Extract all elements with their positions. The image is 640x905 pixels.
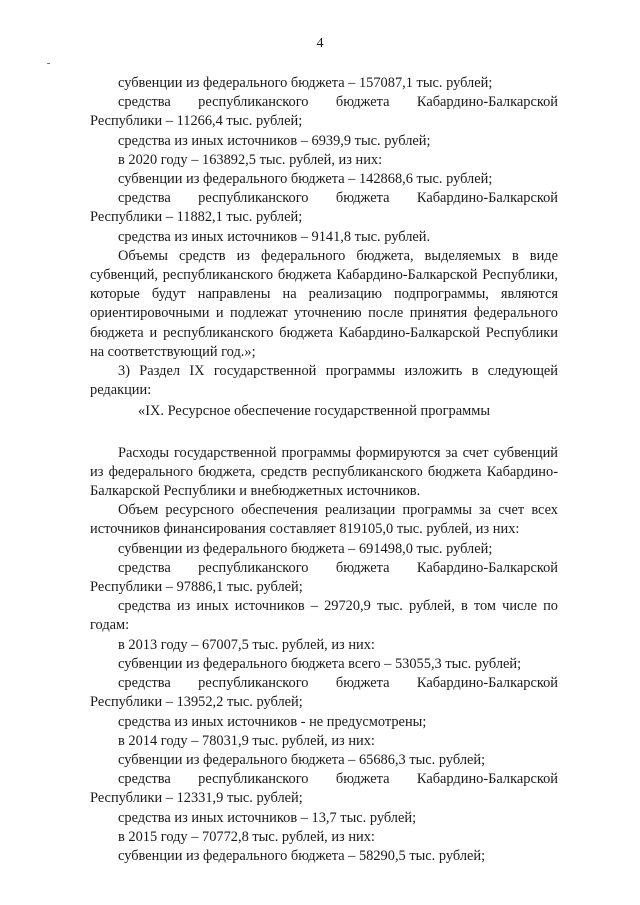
paragraph: в 2015 году – 70772,8 тыс. рублей, из них:: [118, 828, 375, 845]
body-text: [90, 74, 558, 866]
paragraph: субвенции из федерального бюджета – 142868,6 тыс. рублей;: [118, 171, 493, 188]
paragraph: Объемы средств из федерального бюджета, выделяемых в виде субвенций, республиканского бюджета Кабардино-Балкарской Республики, которые будут направлены на реализацию подпрограммы, являются ориентировочными и подлежат уточнению после принятия федерального бюджета и республиканского бюджета Кабардино-Балкарской Республики на соответствующий год.»;: [90, 247, 558, 360]
paragraph: субвенции из федерального бюджета – 691498,0 тыс. рублей;: [118, 540, 493, 557]
paragraph: субвенции из федерального бюджета – 157087,1 тыс. рублей;: [118, 75, 493, 91]
paragraph: в 2020 году – 163892,5 тыс. рублей, из них:: [118, 151, 383, 168]
paragraph: средства республиканского бюджета Кабардино-Балкарской Республики – 11266,4 тыс. рублей;: [90, 94, 558, 130]
paragraph: средства из иных источников - не предусмотрены;: [118, 713, 427, 730]
section-heading: «IX. Ресурсное обеспечение государственной программы: [138, 403, 490, 420]
paragraph: субвенции из федерального бюджета всего – 53055,3 тыс. рублей;: [118, 655, 522, 672]
paragraph: средства из иных источников – 6939,9 тыс. рублей;: [118, 132, 431, 149]
paragraph: средства из иных источников – 9141,8 тыс. рублей.: [118, 228, 431, 245]
spacer: [90, 422, 558, 444]
paragraph: Объем ресурсного обеспечения реализации программы за счет всех источников финансирования составляет 819105,0 тыс. рублей, из них:: [90, 502, 558, 538]
paragraph: средства республиканского бюджета Кабардино-Балкарской Республики – 11882,1 тыс. рублей;: [90, 190, 558, 226]
paragraph: в 2013 году – 67007,5 тыс. рублей, из них:: [118, 636, 375, 653]
paragraph: средства республиканского бюджета Кабардино-Балкарской Республики – 12331,9 тыс. рублей;: [90, 771, 558, 807]
paragraph: Расходы государственной программы формируются за счет субвенций из федерального бюджета, средств республиканского бюджета Кабардино-Балкарской Республики и внебюджетных источников.: [90, 444, 558, 500]
scan-speck: [47, 63, 50, 64]
paragraph: 3) Раздел IX государственной программы изложить в следующей редакции:: [90, 363, 558, 399]
paragraph: субвенции из федерального бюджета – 58290,5 тыс. рублей;: [118, 847, 486, 864]
page-number: 4: [316, 36, 324, 51]
paragraph: средства из иных источников – 29720,9 тыс. рублей, в том числе по годам:: [90, 598, 558, 634]
paragraph: субвенции из федерального бюджета – 65686,3 тыс. рублей;: [118, 751, 486, 768]
paragraph: средства из иных источников – 13,7 тыс. рублей;: [118, 809, 417, 826]
paragraph: средства республиканского бюджета Кабардино-Балкарской Республики – 13952,2 тыс. рублей;: [90, 675, 558, 711]
paragraph: средства республиканского бюджета Кабардино-Балкарской Республики – 97886,1 тыс. рублей;: [90, 559, 558, 596]
paragraph: в 2014 году – 78031,9 тыс. рублей, из них:: [118, 732, 375, 749]
